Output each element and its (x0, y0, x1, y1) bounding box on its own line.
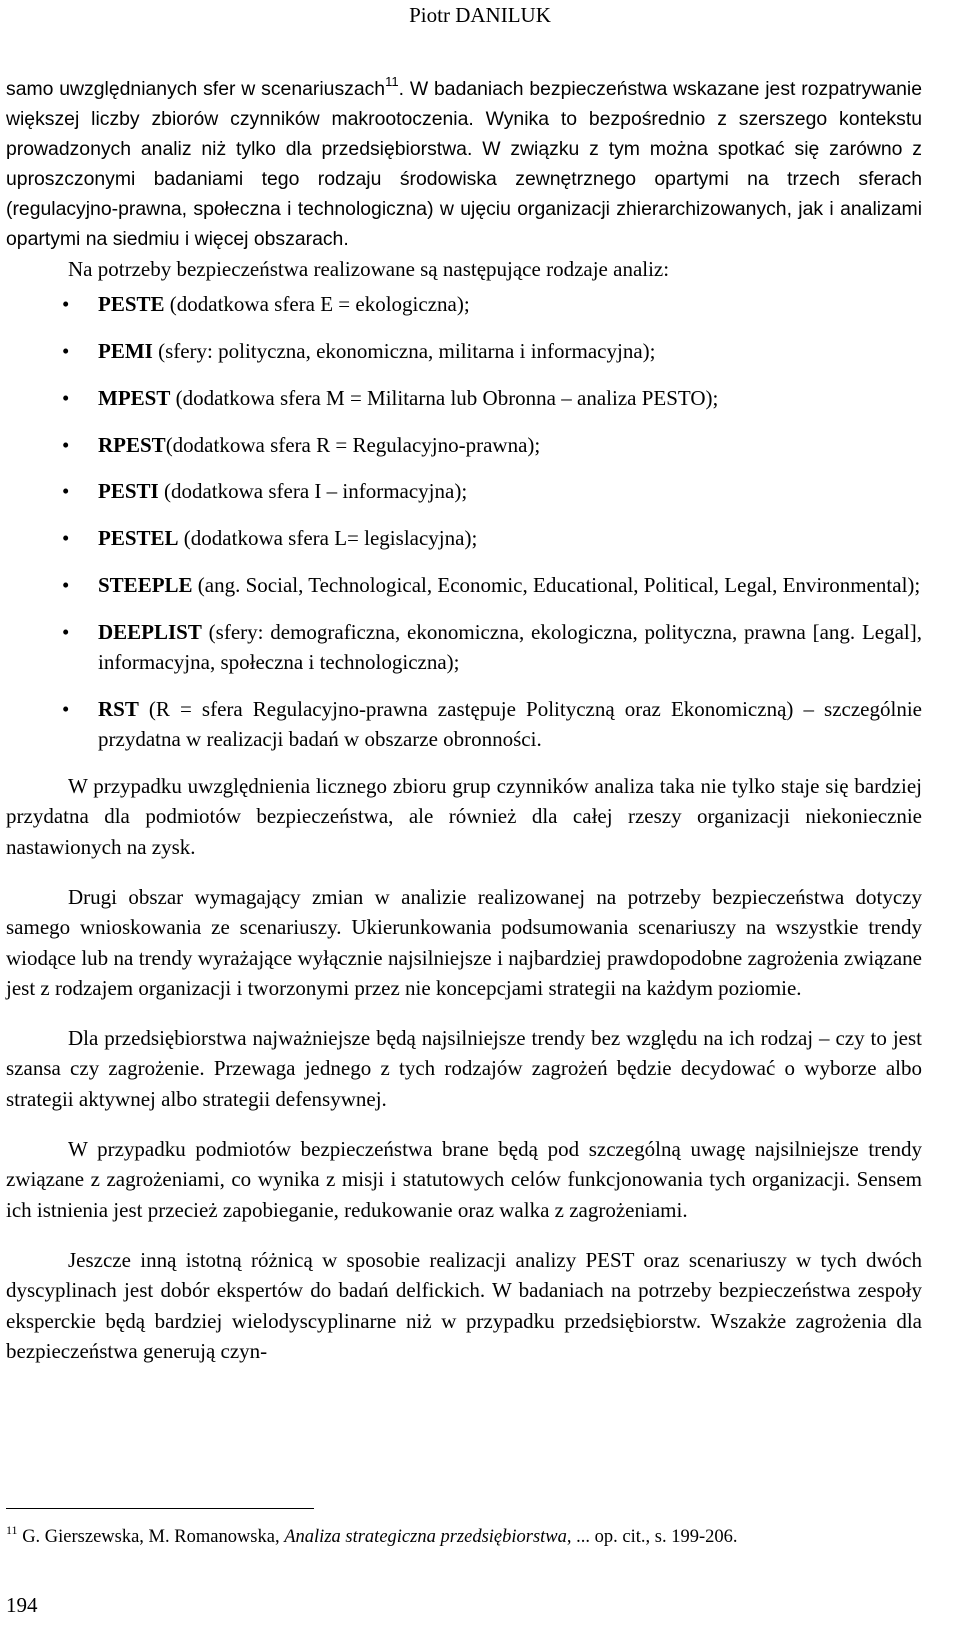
analysis-description: (ang. Social, Technological, Economic, Educational, Political, Legal, Environmental); (192, 573, 921, 598)
analysis-description: (sfery: demograficzna, ekonomiczna, ekologiczna, polityczna, prawna [ang. Legal], informacyjna, społeczna i technologiczna); (98, 619, 922, 675)
analysis-description: (dodatkowa sfera R = Regulacyjno-prawna); (165, 432, 541, 457)
analyses-list (6, 289, 922, 754)
analysis-description: (sfery: polityczna, ekonomiczna, militarna i informacyjna); (152, 339, 656, 364)
bullet-icon: • (62, 385, 70, 410)
bullet-icon: • (62, 339, 70, 364)
analysis-name: MPEST (98, 385, 171, 410)
footnote-reference[interactable]: 11 (385, 74, 399, 89)
analysis-description: (dodatkowa sfera L= legislacyjna); (178, 526, 478, 551)
analysis-name: PESTEL (98, 526, 179, 551)
analysis-name: STEEPLE (98, 573, 193, 598)
analysis-description: (dodatkowa sfera I – informacyjna); (158, 479, 468, 504)
bullet-icon: • (62, 573, 70, 598)
bullet-icon: • (62, 619, 70, 644)
body-paragraph: Drugi obszar wymagający zmian w analizie realizowanej na potrzeby bezpieczeństwa dotyczy samego wnioskowania ze scenariuszy. Ukierunkowania podsumowania scenariuszy na wszystkie trendy wiodące lub na trendy wyrażające wyłącznie najsilniejsze i najbardziej prawdopodobne zagrożenia związane jest z rodzajem organizacji i tworzonymi przez nie koncepcjami strategii na każdym poziomie. (6, 884, 922, 1000)
list-item (6, 523, 922, 553)
list-item (6, 289, 922, 319)
analysis-name: PESTI (98, 479, 159, 504)
running-header-author: Piotr DANILUK (409, 3, 551, 27)
list-item (6, 476, 922, 506)
body-paragraph: W przypadku podmiotów bezpieczeństwa brane będą pod szczególną uwagę najsilniejsze trendy związane z zagrożeniami, co wynika z misji i statutowych celów funkcjonowania tych organizacji. Sensem ich istnienia jest przecież zapobieganie, redukowanie oraz walka z zagrożeniami. (6, 1137, 922, 1222)
footnote-divider (6, 1508, 314, 1509)
list-item (6, 430, 922, 460)
footnote-number: 11 (6, 1523, 18, 1537)
intro-text-after-ref: . W badaniach bezpieczeństwa wskazane jest rozpatrywanie większej liczby zbiorów czynników makrootoczenia. Wynika to bezpośrednio z szerszego kontekstu prowadzonych analiz niż tylko dla przedsiębiorstwa. W związku z tym można spotkać się zarówno z uproszczonymi badaniami tego rodzaju środowiska zewnętrznego opartymi na trzech sferach (regulacyjno-prawna, społeczna i technologiczna) w ujęciu organizacji zhierarchizowanych, jak i analizami opartymi na siedmiu i więcej obszarach. (6, 78, 922, 250)
page-number: 194 (6, 1593, 38, 1617)
analysis-description: (dodatkowa sfera M = Militarna lub Obronna – analiza PESTO); (170, 385, 719, 410)
footnote-rest: , ... op. cit., s. 199-206. (566, 1527, 738, 1547)
list-item (6, 570, 922, 600)
body-paragraph: Jeszcze inną istotną różnicą w sposobie realizacji analizy PEST oraz scenariuszy w tych dwóch dyscyplinach jest dobór ekspertów do badań delfickich. W badaniach na potrzeby bezpieczeństwa zespoły eksperckie będą bardziej wielodyscyplinarne niż w przypadku przedsiębiorstw. Wszakże zagrożenia dla bezpieczeństwa generują czyn- (6, 1247, 922, 1363)
list-intro-paragraph: Na potrzeby bezpieczeństwa realizowane są następujące rodzaje analiz: (68, 257, 670, 281)
bullet-icon: • (62, 292, 70, 317)
analysis-name: PEMI (98, 339, 153, 364)
list-item (6, 383, 922, 413)
analysis-name: DEEPLIST (98, 619, 202, 644)
body-paragraph: Dla przedsiębiorstwa najważniejsze będą najsilniejsze trendy bez względu na ich rodzaj – czy to jest szansa czy zagrożenie. Przewaga jednego z tych rodzajów zagrożeń będzie decydować o wyborze albo strategii aktywnej albo strategii defensywnej. (6, 1026, 922, 1111)
bullet-icon: • (62, 432, 70, 457)
bullet-icon: • (62, 526, 70, 551)
intro-text-before-ref: samo uwzględnianych sfer w scenariuszach (6, 78, 386, 100)
footnote-title: Analiza strategiczna przedsiębiorstwa (284, 1527, 567, 1547)
list-item (6, 336, 922, 366)
bullet-icon: • (62, 479, 70, 504)
footnote-authors: G. Gierszewska, M. Romanowska, (17, 1527, 285, 1547)
body-paragraph: W przypadku uwzględnienia licznego zbioru grup czynników analiza taka nie tylko staje się bardziej przydatna dla podmiotów bezpieczeństwa, ale również dla całej rzeszy organizacji niekoniecznie nastawionych na zysk. (6, 774, 922, 859)
bullet-icon: • (62, 696, 70, 721)
analysis-name: PESTE (98, 292, 165, 317)
analysis-description: (dodatkowa sfera E = ekologiczna); (164, 292, 470, 317)
page-body (6, 74, 922, 1366)
footnote (6, 1524, 922, 1550)
analysis-description: (R = sfera Regulacyjno-prawna zastępuje Polityczną oraz Ekonomiczną) – szczególnie przydatna w realizacji badań w obszarze obronności. (98, 696, 922, 752)
list-item (6, 694, 922, 755)
analysis-name: RPEST (98, 432, 166, 457)
intro-paragraph (6, 74, 922, 254)
list-item (6, 617, 922, 678)
analysis-name: RST (98, 696, 139, 721)
